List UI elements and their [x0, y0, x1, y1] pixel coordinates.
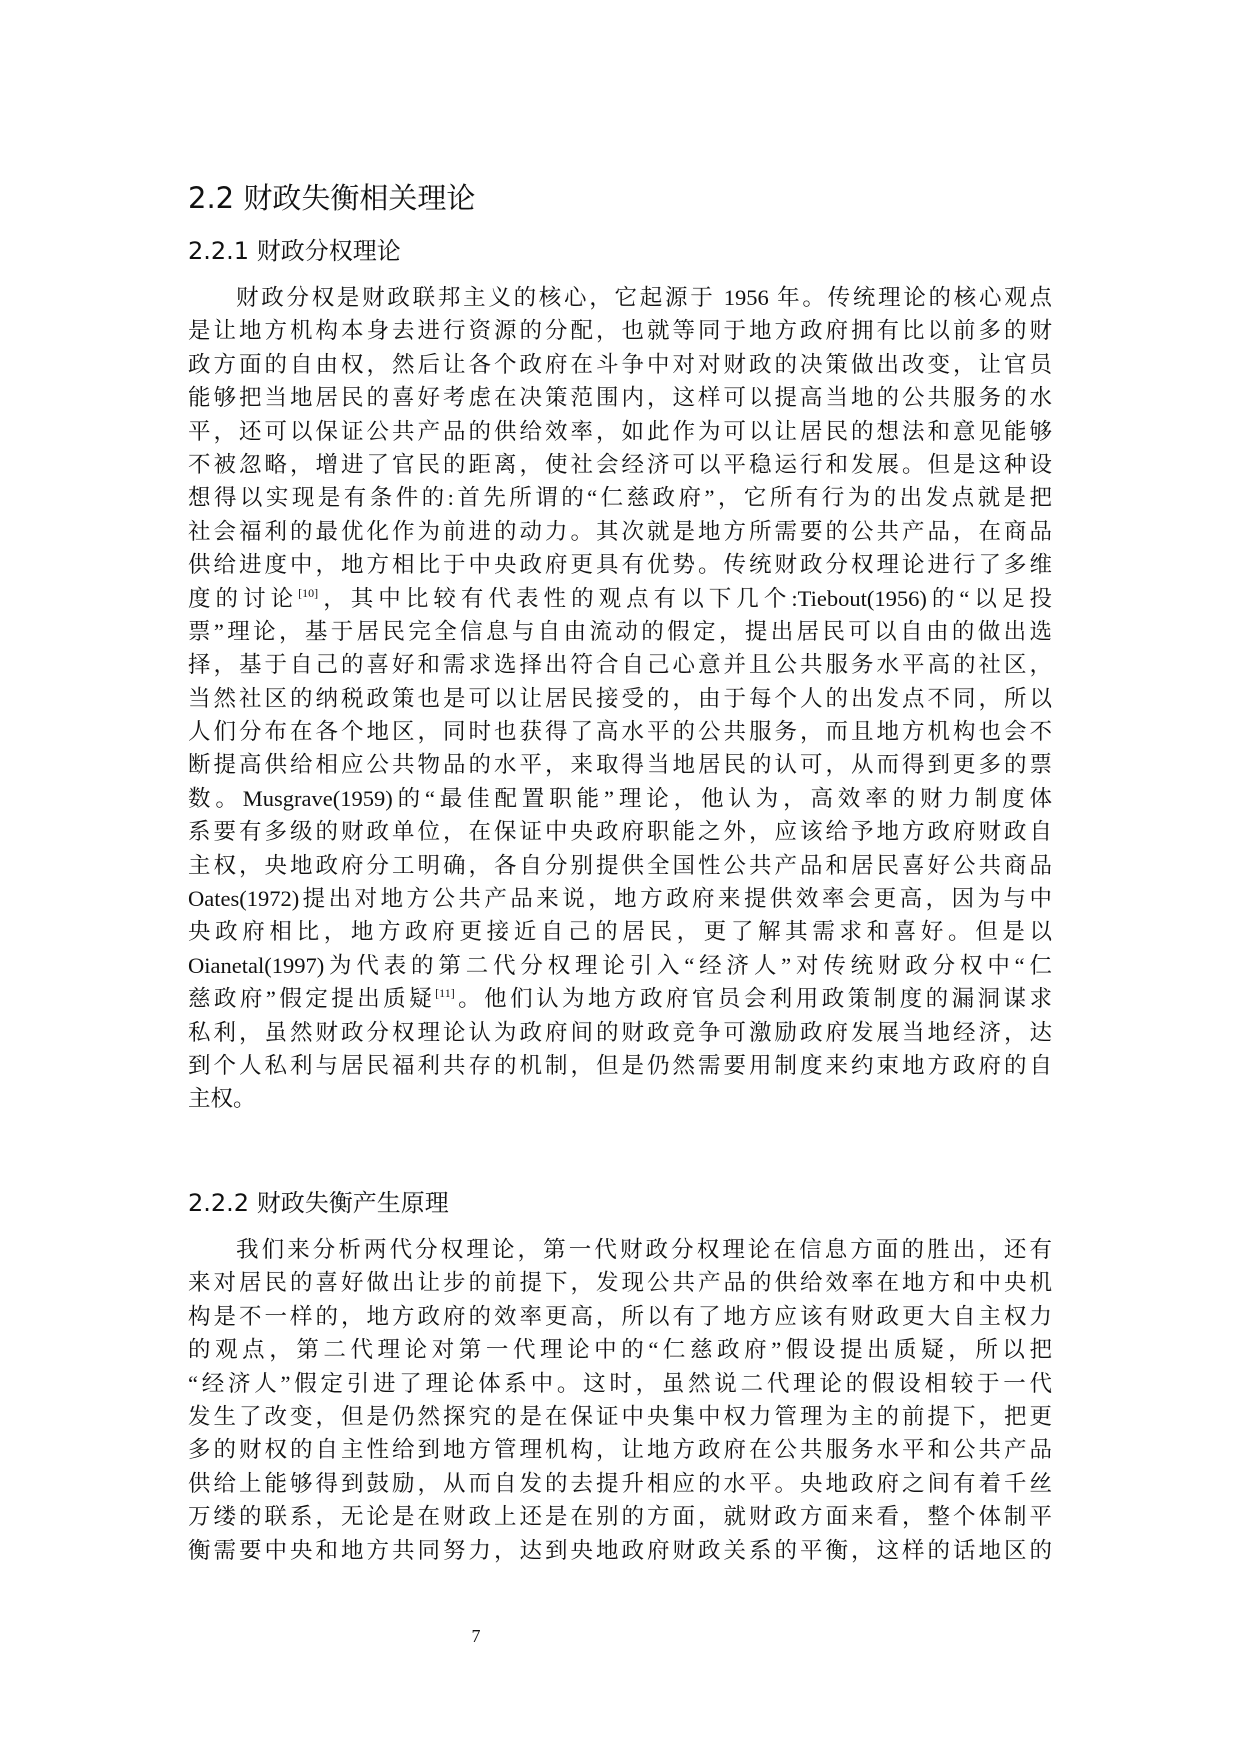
text-line: 来对居民的喜好做出让步的前提下，发现公共产品的供给效率在地方和中央机 [188, 1270, 1052, 1296]
text-line: 择，基于自己的喜好和需求选择出符合自己心意并且公共服务水平高的社区， [188, 652, 1052, 678]
text-line: 的观点，第二代理论对第一代理论中的“仁慈政府”假设提出质疑，所以把 [188, 1337, 1052, 1363]
text-line: 人们分布在各个地区，同时也获得了高水平的公共服务，而且地方机构也会不 [188, 719, 1052, 745]
text-line: 供给进度中，地方相比于中央政府更具有优势。传统财政分权理论进行了多维 [188, 552, 1052, 578]
text-line: 主权，央地政府分工明确，各自分别提供全国性公共产品和居民喜好公共商品 [188, 852, 1052, 878]
text-line: 到个人私利与居民福利共存的机制，但是仍然需要用制度来约束地方政府的自 [188, 1052, 1052, 1078]
subsection-heading-2-2-1 [188, 234, 401, 268]
text-line: 主权。 [188, 1086, 256, 1112]
text-line: 数。Musgrave(1959)的“最佳配置职能”理论，他认为，高效率的财力制度体 [188, 785, 1052, 811]
text-line: 多的财权的自主性给到地方管理机构，让地方政府在公共服务水平和公共产品 [188, 1437, 1052, 1463]
subsection-title: 财政失衡产生原理 [256, 1189, 449, 1217]
text-line: 构是不一样的，地方政府的效率更高，所以有了地方应该有财政更大自主权力 [188, 1303, 1052, 1329]
text-line [188, 582, 1052, 615]
text-line: 政方面的自由权，然后让各个政府在斗争中对对财政的决策做出改变，让官员 [188, 351, 1052, 377]
paragraph-fiscal-imbalance-origin [188, 1233, 1052, 1567]
text-fragment: 度的讨论 [188, 585, 299, 611]
text-line: 央政府相比，地方政府更接近自己的居民，更了解其需求和喜好。但是以 [188, 919, 1052, 945]
paragraph-fiscal-decentralization [188, 281, 1052, 1116]
text-fragment: ，其中比较有代表性的观点有以下几个:Tiebout(1956)的“以足投 [318, 585, 1052, 611]
section-title: 财政失衡相关理论 [243, 181, 476, 215]
text-line: 社会福利的最优化作为前进的动力。其次就是地方所需要的公共产品，在商品 [188, 518, 1052, 544]
text-fragment: 。他们认为地方政府官员会利用政策制度的漏洞谋求 [454, 986, 1052, 1012]
text-line: 不被忽略，增进了官民的距离，使社会经济可以平稳运行和发展。但是这种设 [188, 451, 1052, 477]
text-line: 系要有多级的财政单位，在保证中央政府职能之外，应该给予地方政府财政自 [188, 819, 1052, 845]
text-line: 万缕的联系，无论是在财政上还是在别的方面，就财政方面来看，整个体制平 [188, 1504, 1052, 1530]
text-line: 衡需要中央和地方共同努力，达到央地政府财政关系的平衡，这样的话地区的 [188, 1537, 1052, 1563]
subsection-title: 财政分权理论 [256, 237, 401, 265]
text-line: Oianetal(1997)为代表的第二代分权理论引入“经济人”对传统财政分权中“仁 [188, 952, 1052, 978]
text-line [188, 982, 1052, 1015]
text-line: 当然社区的纳税政策也是可以让居民接受的，由于每个人的出发点不同，所以 [188, 685, 1052, 711]
text-fragment: 慈政府”假定提出质疑 [188, 986, 436, 1012]
text-line: 票”理论，基于居民完全信息与自由流动的假定，提出居民可以自由的做出选 [188, 618, 1052, 644]
page-number: 7 [471, 1626, 481, 1646]
subsection-heading-2-2-2 [188, 1186, 449, 1220]
subsection-number: 2.2.1 [188, 237, 250, 265]
text-line: 财政分权是财政联邦主义的核心，它起源于 1956 年。传统理论的核心观点 [236, 285, 1052, 310]
text-line: Oates(1972)提出对地方公共产品来说，地方政府来提供效率会更高，因为与中 [188, 886, 1052, 912]
text-line: 我们来分析两代分权理论，第一代财政分权理论在信息方面的胜出，还有 [236, 1237, 1052, 1262]
text-line: 供给上能够得到鼓励，从而自发的去提升相应的水平。央地政府之间有着千丝 [188, 1470, 1052, 1496]
text-line: 能够把当地居民的喜好考虑在决策范围内，这样可以提高当地的公共服务的水 [188, 385, 1052, 411]
text-line: “经济人”假定引进了理论体系中。这时，虽然说二代理论的假设相较于一代 [188, 1370, 1052, 1396]
citation-reference[interactable]: [10] [298, 585, 319, 600]
text-line: 是让地方机构本身去进行资源的分配，也就等同于地方政府拥有比以前多的财 [188, 318, 1052, 344]
text-line: 平，还可以保证公共产品的供给效率，如此作为可以让居民的想法和意见能够 [188, 418, 1052, 444]
section-heading [188, 178, 475, 218]
text-line: 私利，虽然财政分权理论认为政府间的财政竞争可激励政府发展当地经济，达 [188, 1019, 1052, 1045]
text-line: 想得以实现是有条件的:首先所谓的“仁慈政府”，它所有行为的出发点就是把 [188, 485, 1052, 511]
subsection-number: 2.2.2 [188, 1189, 250, 1217]
citation-reference[interactable]: [11] [435, 986, 455, 1001]
text-line: 发生了改变，但是仍然探究的是在保证中央集中权力管理为主的前提下，把更 [188, 1403, 1052, 1429]
text-line: 断提高供给相应公共物品的水平，来取得当地居民的认可，从而得到更多的票 [188, 752, 1052, 778]
section-number: 2.2 [188, 181, 235, 215]
